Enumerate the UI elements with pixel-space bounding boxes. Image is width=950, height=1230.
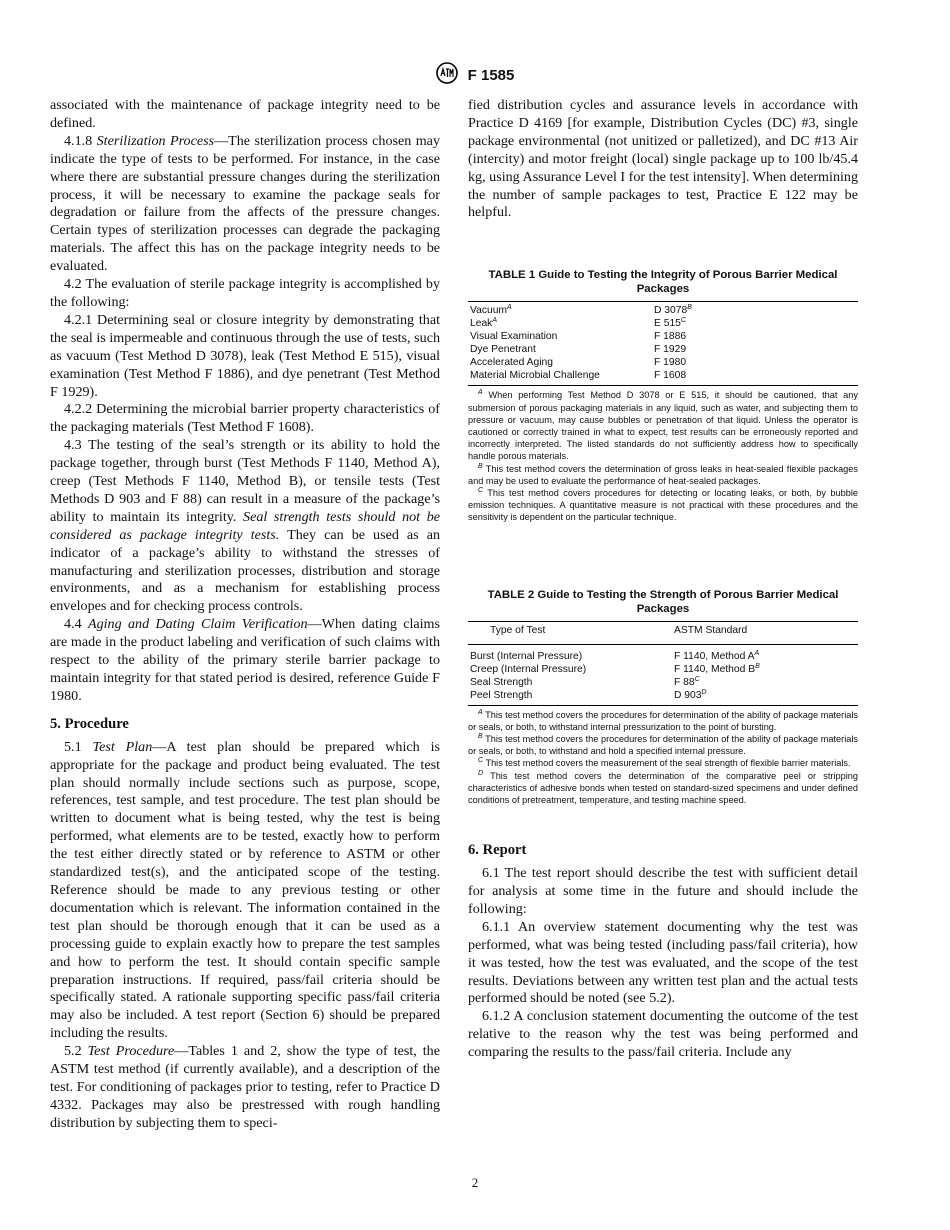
cell-standard: F 1929 — [654, 344, 687, 356]
paragraph: associated with the maintenance of package integrity need to be defined. — [50, 97, 440, 131]
table-footnote: $^B$ This test method covers the procedures for determination of the ability of package materials or seals, or both, to withstand and hold a specified internal pressure. — [468, 732, 859, 757]
table-footnote: $^C$ This test method covers the measurement of the seal strength of flexible barrier materials. — [478, 757, 851, 769]
cell-standard: E $515^C$ — [654, 317, 686, 330]
footnote-ref: C — [680, 317, 686, 325]
footnote-ref: D — [701, 688, 707, 696]
term-test-procedure: Test Procedure — [87, 1043, 175, 1060]
paragraph-4-2-1: 4.2.1 Determining seal or closure integrity by demonstrating that the seal is impermeable and continuous through the use of tests, such as vacuum (Test Method D 3078), leak (Test Method E 515), visual examination (Test Method F 1886), and dye penetrant (Test Method F 1929). — [50, 311, 440, 400]
table-footnote: $^A$ This test method covers the procedures for determination of the ability of package materials or seals, or both, to withstand internal pressurization to the point of bursting. — [468, 708, 859, 732]
cell-test: Peel Strength — [470, 689, 533, 701]
cell-test: Creep (Internal Pressure) — [470, 663, 587, 675]
term-sterilization-process: Sterilization Process — [96, 132, 215, 149]
italic-note: Seal strength tests should not be considered as package integrity tests. — [50, 508, 441, 543]
cell-test: Visual Examination — [470, 331, 558, 343]
paragraph-4-4: 4.4 Aging and Dating Claim Verification—When dating claims are made in the product labeling and verification of such claims with respect to the ability of the primary sterile barrier package to maintain integrity for that stated period is desired, reference Guide F 1980. — [50, 616, 440, 704]
table-2-footnotes — [468, 709, 858, 807]
footnote-ref: C — [694, 675, 700, 683]
table-caption: TABLE 1 Guide to Testing the Integrity of Porous Barrier Medical Packages — [488, 269, 838, 296]
table-caption: TABLE 2 Guide to Testing the Strength of Porous Barrier Medical Packages — [487, 588, 839, 615]
astm-logo-icon — [436, 62, 458, 89]
cell-standard: D $3078^B$ — [654, 304, 692, 317]
term-aging-dating: Aging and Dating Claim Verification — [87, 616, 308, 633]
table-row — [468, 676, 858, 689]
table-row — [468, 644, 858, 663]
table-footnote: $^B$ This test method covers the determination of gross leaks in heat-sealed flexible packages and may be used to evaluate the performance of heat-sealed packages. — [468, 462, 858, 486]
cell-standard: F 1140, Method $B^B$ — [674, 662, 760, 675]
table-row — [468, 317, 858, 330]
cell-standard: F $88^C$ — [674, 675, 700, 688]
paragraph-4-2-2: 4.2.2 Determining the microbial barrier property characteristics of the packaging materials (Test Method F 1608). — [50, 401, 440, 436]
table-1-footnotes — [468, 389, 858, 523]
paragraph: fied distribution cycles and assurance levels in accordance with Practice D 4169 [for example, Distribution Cycles (DC) #3, single package environmental (not unitized or palletized), and DC #13 Air (intercity) and motor freight (local) single package up to 100 lb/45.4 kg, using Assurance Level I for the test intensity]. When determining the number of sample packages to test, Practice E 122 may be helpful. — [468, 97, 858, 221]
cell-test: Leak$^A$ — [470, 317, 498, 330]
cell-test: Material Microbial Challenge — [470, 370, 600, 382]
right-column — [468, 97, 858, 1062]
paragraph-6-1-1: 6.1.1 An overview statement documenting why the test was performed, what was being tested (including pass/fail criteria), how it was tested, how the test was evaluated, and the scope of the test results. Deviations between any written test plan and the actual tests performed should be noted (see 5.2). — [468, 918, 858, 1007]
cell-standard: F 1608 — [654, 370, 687, 382]
table-row — [468, 369, 858, 386]
table-2-grid — [468, 621, 858, 706]
table-row — [468, 663, 858, 676]
paragraph-4-3: 4.3 The testing of the seal’s strength or its ability to hold the package together, through burst (Test Methods F 1140, Method A), creep (Test Methods F 1140, Method B), or tensile tests (Test Methods D 903 and F 88) can result in a measure of the package’s ability to maintain its integrity. Seal strength tests should not be considered as package integrity tests. They can be used as an indicator of a package’s ability to withstand the stresses of manufacturing and sterilization processes, distribution and storage environments, and as a mechanism for establishing process envelopes and for checking process controls. — [50, 437, 441, 615]
cell-standard: F 1980 — [654, 357, 687, 369]
standard-designation: F 1585 — [467, 67, 515, 84]
paragraph-4-1-8: 4.1.8 Sterilization Process—The sterilization process chosen may indicate the type of tests to be performed. For instance, in the case where there are substantial pressure changes during the sterilization process, it will be necessary to examine the package seals for degradation or failure from the affects of the pressure changes. Certain types of sterilization processes can degrade the packaging materials. The affect this has on the package integrity needs to be evaluated. — [50, 132, 440, 275]
page-number: 2 — [471, 1175, 479, 1190]
paragraph-6-1-2: 6.1.2 A conclusion statement documenting the outcome of the test relative to the reason why the test was being performed and comparing the results to the pass/fail criteria. Include any — [468, 1008, 858, 1061]
footnote-ref: A — [507, 304, 512, 312]
table-footnote: $^D$ This test method covers the determination of the comparative peel or stripping characteristics of adhesive bonds when tested on standard-sized specimens and under defined conditions of pretreatment, temperature, and testing machine speed. — [468, 769, 858, 805]
footnote-mark: B — [478, 732, 483, 740]
paragraph-6-1: 6.1 The test report should describe the test with sufficient detail for analysis at some time in the future and should include the following: — [468, 865, 858, 917]
table-row — [468, 302, 858, 318]
footnote-ref: A — [754, 649, 760, 657]
table-1 — [468, 268, 858, 523]
footnote-mark: C — [478, 486, 484, 494]
paragraph-5-2: 5.2 Test Procedure—Tables 1 and 2, show the type of test, the ASTM test method (if currently available), and a description of the test. For conditioning of packages prior to testing, refer to Practice D 4332. Packages may also be prestressed with rough handling distribution by subjecting them to speci- — [50, 1043, 440, 1131]
paragraph-4-2: 4.2 The evaluation of sterile package integrity is accomplished by the following: — [50, 276, 440, 310]
cell-standard: F 1140, Method $A^A$ — [674, 649, 760, 662]
column-header: ASTM Standard — [672, 621, 858, 644]
cell-standard: D $903^D$ — [674, 688, 707, 701]
table-row — [468, 343, 858, 356]
footnote-ref: B — [687, 304, 692, 312]
paragraph-5-1: 5.1 Test Plan—A test plan should be prepared which is appropriate for the package and product being evaluated. The test plan should normally include sections such as purpose, scope, references, test sample, and test procedure. The test plan should be written to document what is being tested, why the test is being performed, what elements are to be tested, exactly how to perform the test either directly stated or by reference to ASTM or other standardized test(s), and the anticipated scope of the testing. Reference should be made to any previous testing or other documentation which is relevant. The information contained in the test plan should be thorough enough that it can be used as a processing guide to explain exactly how to prepare the test samples and how to perform the test. It should contain specific sample preparation instructions. If required, pass/fail criteria should be specifically stated. A rationale supporting specific pass/fail criteria may also be included. A test report (Section 6) should be prepared including the results. — [50, 738, 441, 1042]
cell-test: Seal Strength — [470, 676, 533, 688]
footnote-mark: A — [478, 389, 483, 397]
term-test-plan: Test Plan — [92, 738, 153, 755]
footnote-ref: B — [755, 662, 760, 670]
cell-test: Accelerated Aging — [470, 357, 554, 369]
table-row — [468, 330, 858, 343]
section-heading-procedure: 5. Procedure — [50, 715, 129, 732]
table-1-grid — [468, 301, 858, 386]
table-footnote: $^C$ This test method covers procedures for detecting or locating leaks, or both, by bubble emission techniques. A quantitative measure is not practical with these procedures and the sensitivity is dependent on the particular technique. — [468, 486, 858, 523]
page-header — [0, 62, 950, 89]
footnote-mark: D — [478, 769, 484, 777]
footnote-mark: A — [478, 708, 483, 716]
table-row — [468, 689, 858, 706]
footnote-mark: C — [478, 757, 484, 765]
table-2 — [468, 588, 858, 807]
footnote-mark: B — [478, 462, 483, 470]
column-header: Type of Test — [468, 621, 672, 644]
cell-test: Vacuum$^A$ — [470, 304, 512, 317]
left-column — [50, 97, 440, 1133]
cell-test: Dye Penetrant — [470, 344, 536, 356]
cell-standard: F 1886 — [654, 331, 687, 343]
cell-test: Burst (Internal Pressure) — [470, 650, 583, 662]
section-heading-report: 6. Report — [468, 842, 527, 859]
footnote-ref: A — [492, 317, 498, 325]
table-footnote: $^A$ When performing Test Method D 3078 or E 515, it should be cautioned, that any submersion of porous packaging materials in any liquid, such as water, and subjecting them to pressure or vacuum, may cause bubbles or penetration of that liquid. Unless the operator is cautioned or correctly trained in what to expect, test results can be erroneously reported and incorrectly interpreted. The listed standards do not sufficiently address how to specifically handle porous materials. — [468, 389, 858, 462]
table-row — [468, 356, 858, 369]
